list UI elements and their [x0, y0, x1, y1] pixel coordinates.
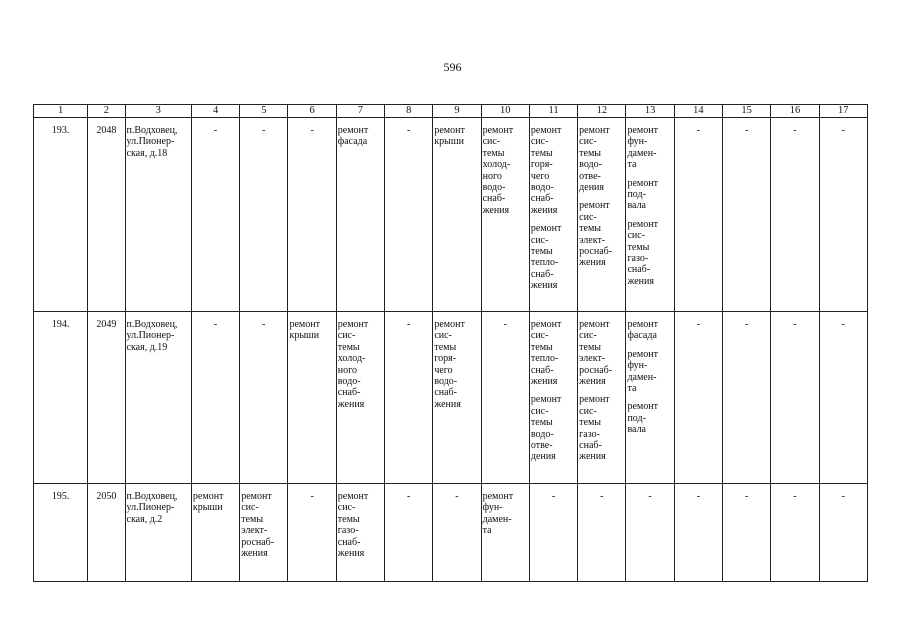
work-cell — [240, 484, 288, 582]
cell-text: ремонт фун- дамен- та — [627, 348, 658, 395]
empty-dash: - — [407, 125, 411, 136]
work-cell — [385, 118, 433, 312]
empty-dash: - — [407, 319, 411, 330]
cell-text: ремонт фасада — [337, 125, 369, 148]
empty-dash: - — [262, 319, 266, 330]
cell-text: ремонт крыши — [434, 125, 465, 148]
house-id-cell — [88, 118, 125, 312]
column-number-cell: 2 — [88, 105, 125, 118]
cell-text: 195. — [51, 491, 70, 502]
row-number-cell — [34, 484, 88, 582]
cell-text: ремонт сис- темы тепло- снаб- жения — [530, 223, 562, 292]
cell-text: ремонт сис- темы горя- чего водо- снаб- жения — [530, 125, 562, 216]
work-cell — [578, 118, 626, 312]
work-cell — [529, 312, 577, 484]
cell-text: 194. — [51, 319, 70, 330]
empty-dash: - — [455, 491, 459, 502]
cell-text: ремонт крыши — [192, 491, 224, 514]
work-cell — [336, 118, 384, 312]
cell-text: п.Водховец, ул.Пионер- ская, д.2 — [126, 491, 178, 525]
house-id-cell — [88, 484, 125, 582]
cell-text: 2049 — [96, 319, 117, 330]
work-cell — [433, 312, 481, 484]
work-cell — [191, 118, 239, 312]
work-cell — [674, 312, 722, 484]
work-cell — [481, 118, 529, 312]
cell-text: ремонт сис- темы водо- отве- дения — [579, 125, 610, 194]
cell-text: ремонт сис- темы элект- роснаб- жения — [241, 491, 275, 560]
address-cell — [125, 484, 191, 582]
cell-text: ремонт крыши — [289, 319, 320, 342]
address-cell — [125, 118, 191, 312]
empty-dash: - — [310, 491, 314, 502]
page-number: 596 — [443, 60, 462, 74]
cell-text: ремонт фасада — [627, 319, 658, 342]
table-row — [34, 484, 868, 582]
work-cell — [723, 312, 771, 484]
work-cell — [578, 484, 626, 582]
column-number-cell: 11 — [529, 105, 577, 118]
empty-dash: - — [696, 125, 701, 136]
empty-dash: - — [744, 319, 749, 330]
work-cell — [723, 484, 771, 582]
work-cell — [771, 118, 819, 312]
column-number-cell: 1 — [34, 105, 88, 118]
cell-text: ремонт сис- темы газо- снаб- жения — [337, 491, 369, 560]
row-number-cell — [34, 312, 88, 484]
work-cell — [385, 312, 433, 484]
cell-text: ремонт сис- темы газо- снаб- жения — [579, 394, 610, 463]
column-number-cell: 4 — [191, 105, 239, 118]
cell-text: ремонт сис- темы холод- ного водо- снаб- жения — [482, 125, 514, 216]
work-cell — [723, 118, 771, 312]
work-cell — [481, 312, 529, 484]
work-cell — [433, 118, 481, 312]
work-cell — [626, 312, 674, 484]
cell-text: ремонт сис- темы газо- снаб- жения — [627, 218, 658, 287]
work-cell — [578, 312, 626, 484]
empty-dash: - — [551, 491, 556, 502]
work-cell — [191, 312, 239, 484]
work-cell — [336, 312, 384, 484]
cell-text: ремонт сис- темы элект- роснаб- жения — [579, 319, 613, 388]
empty-dash: - — [696, 319, 701, 330]
column-number-cell: 9 — [433, 105, 481, 118]
work-cell — [819, 312, 867, 484]
empty-dash: - — [841, 491, 845, 502]
work-cell — [240, 312, 288, 484]
work-cell — [288, 484, 336, 582]
empty-dash: - — [213, 319, 218, 330]
empty-dash: - — [793, 319, 797, 330]
column-number-cell: 8 — [385, 105, 433, 118]
empty-dash: - — [696, 491, 701, 502]
cell-text: ремонт сис- темы водо- отве- дения — [530, 394, 562, 463]
column-number-cell: 15 — [723, 105, 771, 118]
work-cell — [385, 484, 433, 582]
work-cell — [433, 484, 481, 582]
column-number-cell: 6 — [288, 105, 336, 118]
column-number-row — [34, 105, 868, 118]
empty-dash: - — [262, 125, 266, 136]
cell-text: ремонт сис- темы тепло- снаб- жения — [530, 319, 562, 388]
empty-dash: - — [407, 491, 411, 502]
repair-schedule-table — [33, 104, 868, 582]
table-row — [34, 312, 868, 484]
empty-dash: - — [793, 125, 797, 136]
cell-text: ремонт сис- темы горя- чего водо- снаб- жения — [434, 319, 465, 410]
work-cell — [771, 312, 819, 484]
cell-text: ремонт сис- темы элект- роснаб- жения — [579, 200, 613, 269]
column-number-cell: 7 — [336, 105, 384, 118]
empty-dash: - — [648, 491, 652, 502]
address-cell — [125, 312, 191, 484]
cell-text: ремонт под- вала — [627, 401, 658, 436]
empty-dash: - — [744, 491, 749, 502]
column-number-cell: 12 — [578, 105, 626, 118]
column-number-cell: 17 — [819, 105, 867, 118]
work-cell — [674, 118, 722, 312]
cell-text: ремонт сис- темы холод- ного водо- снаб- жения — [337, 319, 369, 410]
table-body — [34, 105, 868, 582]
work-cell — [481, 484, 529, 582]
cell-text: п.Водховец, ул.Пионер- ская, д.19 — [126, 319, 178, 353]
work-cell — [336, 484, 384, 582]
work-cell — [819, 118, 867, 312]
column-number-cell: 3 — [125, 105, 191, 118]
work-cell — [819, 484, 867, 582]
cell-text: 193. — [51, 125, 70, 136]
work-cell — [529, 484, 577, 582]
empty-dash: - — [213, 125, 218, 136]
row-number-cell — [34, 118, 88, 312]
work-cell — [529, 118, 577, 312]
work-cell — [674, 484, 722, 582]
table-row — [34, 118, 868, 312]
empty-dash: - — [793, 491, 797, 502]
work-cell — [288, 118, 336, 312]
empty-dash: - — [841, 125, 845, 136]
empty-dash: - — [744, 125, 749, 136]
house-id-cell — [88, 312, 125, 484]
empty-dash: - — [600, 491, 604, 502]
column-number-cell: 5 — [240, 105, 288, 118]
cell-text: п.Водховец, ул.Пионер- ская, д.18 — [126, 125, 178, 159]
work-cell — [771, 484, 819, 582]
column-number-cell: 16 — [771, 105, 819, 118]
cell-text: ремонт под- вала — [627, 177, 658, 212]
work-cell — [191, 484, 239, 582]
work-cell — [626, 118, 674, 312]
work-cell — [288, 312, 336, 484]
column-number-cell: 14 — [674, 105, 722, 118]
cell-text: 2048 — [96, 125, 117, 136]
column-number-cell: 13 — [626, 105, 674, 118]
empty-dash: - — [310, 125, 314, 136]
empty-dash: - — [841, 319, 845, 330]
cell-text: ремонт фун- дамен- та — [482, 491, 514, 537]
empty-dash: - — [503, 319, 507, 330]
work-cell — [626, 484, 674, 582]
column-number-cell: 10 — [481, 105, 529, 118]
cell-text: 2050 — [96, 491, 117, 502]
work-cell — [240, 118, 288, 312]
cell-text: ремонт фун- дамен- та — [627, 125, 658, 171]
